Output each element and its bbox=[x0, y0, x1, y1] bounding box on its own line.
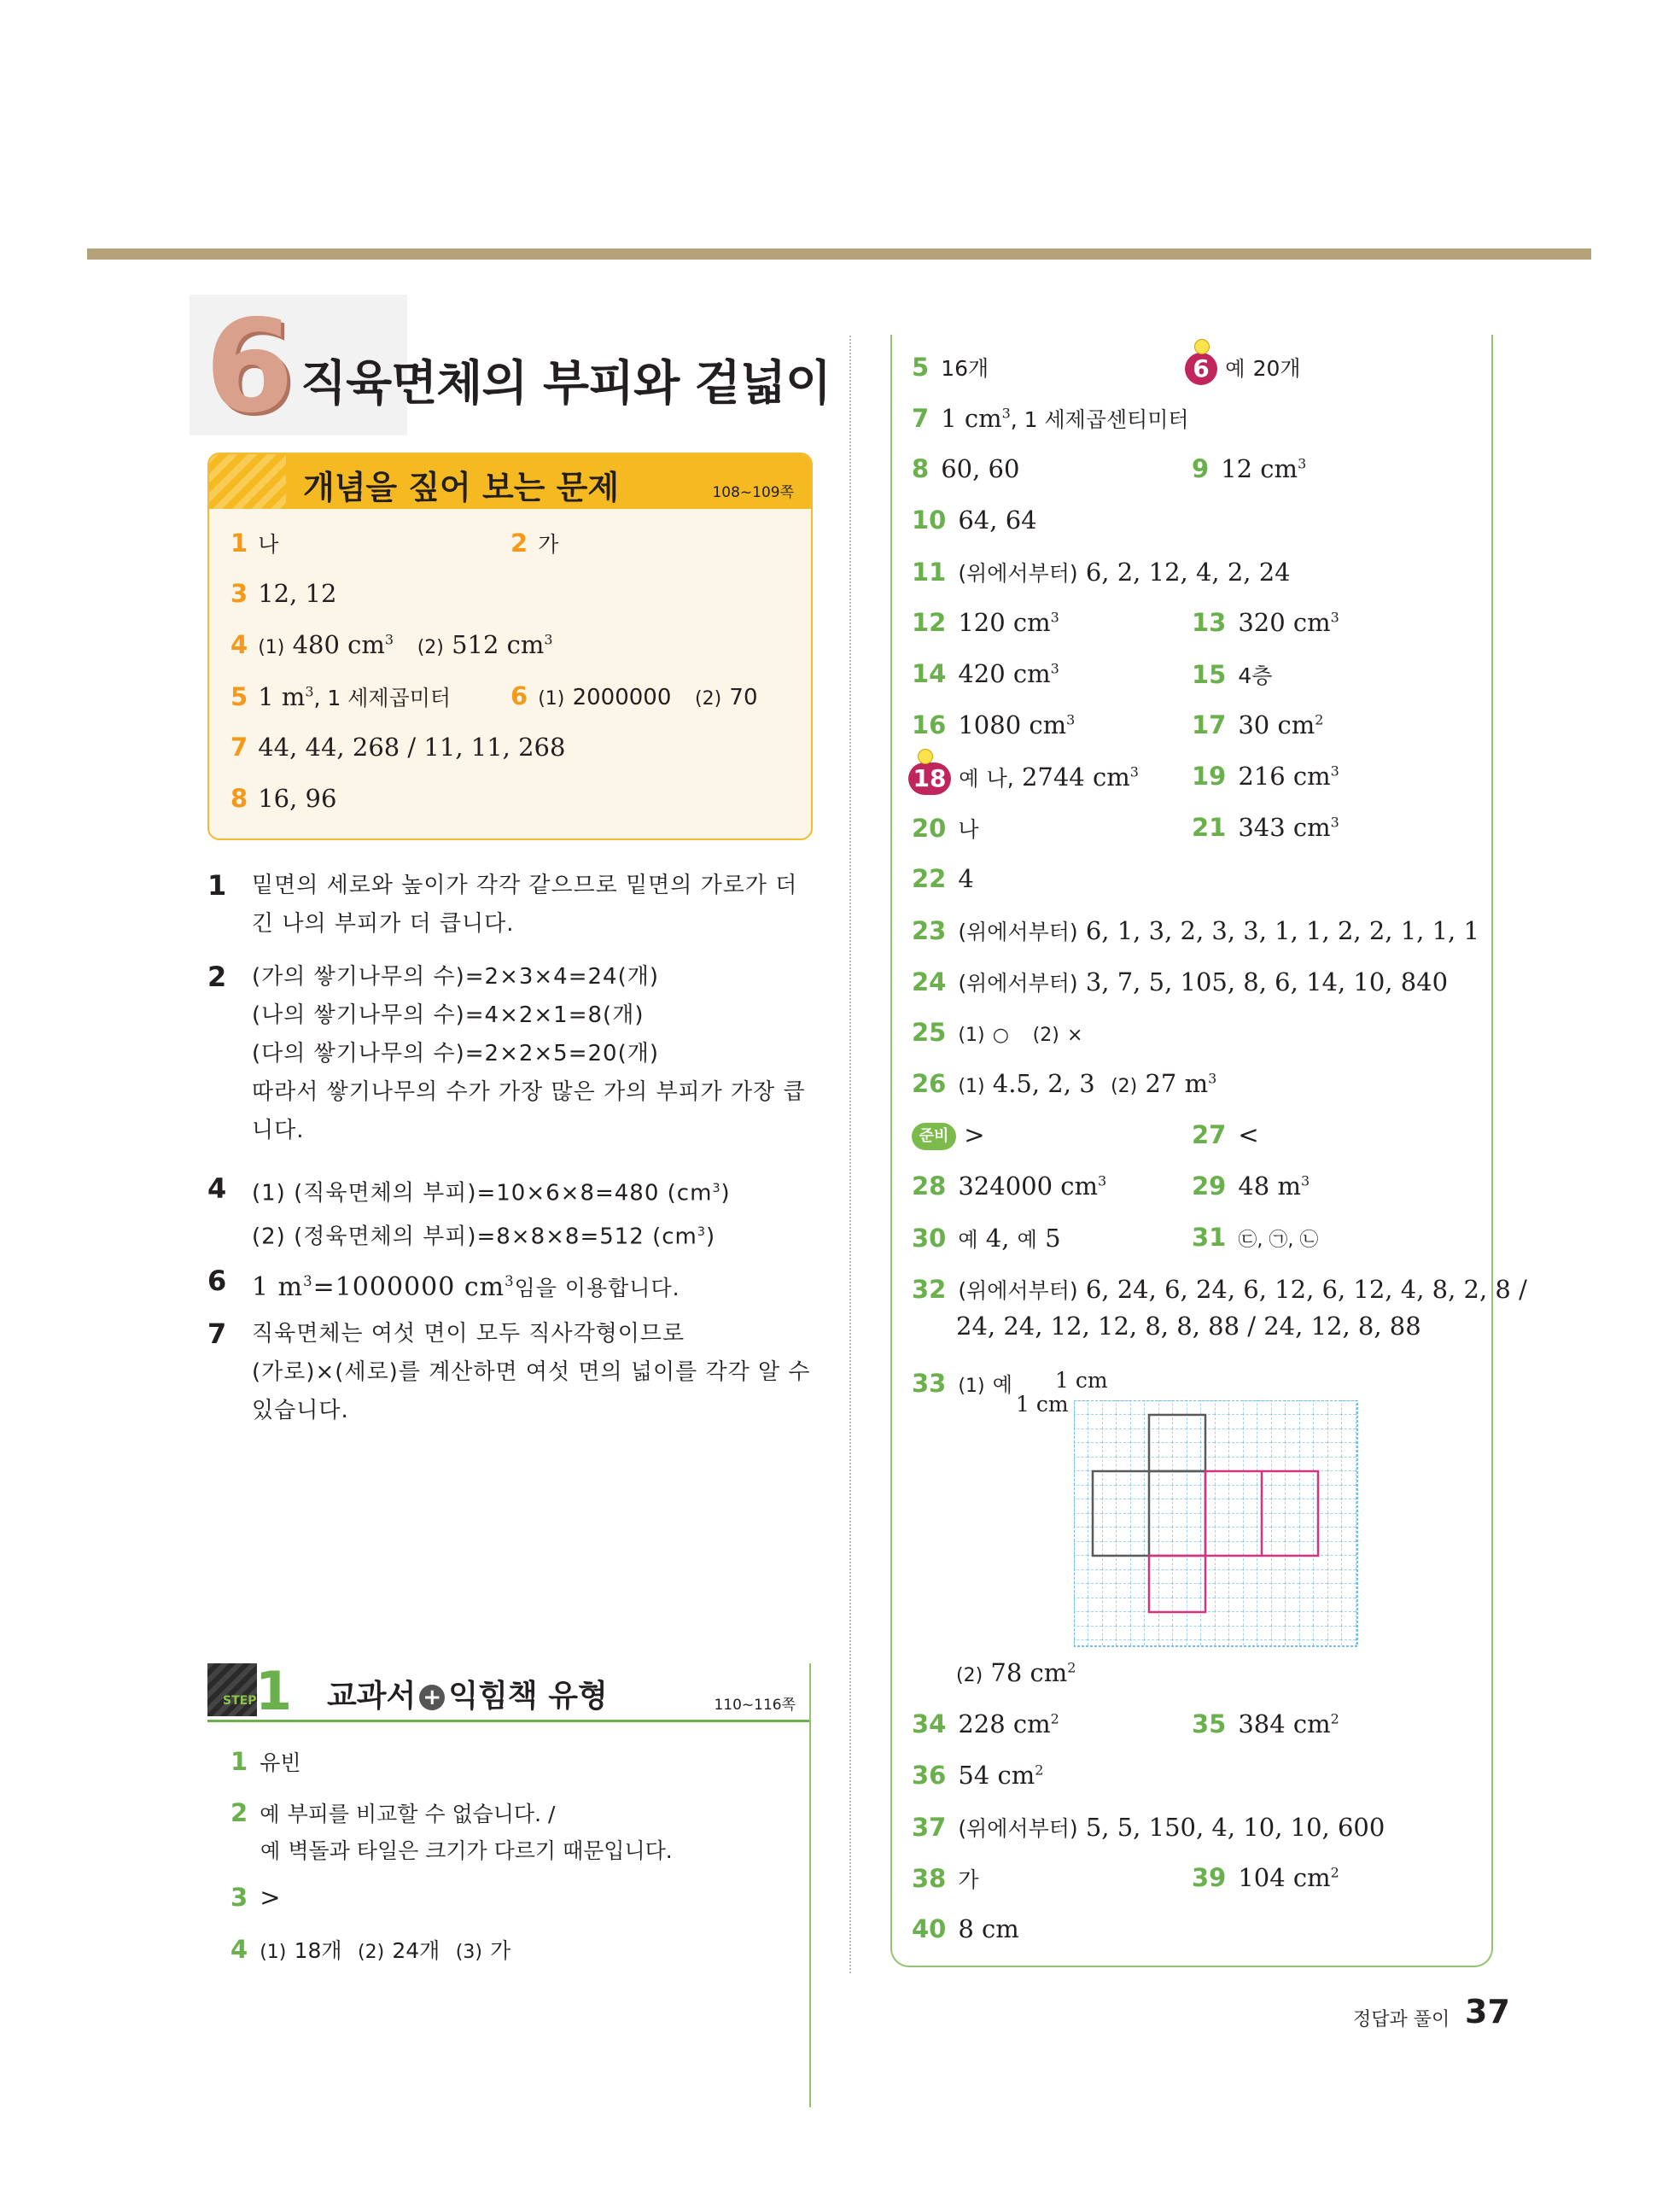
page-number: 37 bbox=[1465, 1993, 1510, 2030]
answer-36: 36 54 $cm^2$ bbox=[912, 1761, 1044, 1790]
explanation-7: 7 직육면체는 여섯 면이 모두 직사각형이므로 (가로)×(세로)를 계산하면 여섯 면의 넓이를 각각 알 수 있습니다. bbox=[207, 1318, 811, 1423]
concept-answer-7: 7 44, 44, 268 / 11, 11, 268 bbox=[230, 733, 566, 762]
explanation-2: 2 (가의 쌓기나무의 수)=2×3×4=24(개) (나의 쌓기나무의 수)=4×2×1=8(개) (다의 쌓기나무의 수)=2×2×5=20(개) 따라서 쌓기나무의 수가 가장 많은 가의 부피가 가장 큽 니다. bbox=[207, 961, 806, 1143]
answer-28: 28 324000 $cm^3$ bbox=[912, 1171, 1107, 1201]
answer-38: 38 가 bbox=[912, 1864, 979, 1893]
answer-35: 35 384 $cm^2$ bbox=[1192, 1709, 1339, 1738]
answer-17: 17 30 $cm^2$ bbox=[1192, 710, 1324, 739]
answer-19: 19 216 $cm^3$ bbox=[1192, 762, 1339, 791]
grid-unit-horizontal: 1 cm bbox=[1055, 1368, 1108, 1393]
answer-22: 22 4 bbox=[912, 864, 974, 893]
step-header bbox=[207, 1660, 809, 1722]
concept-answer-1: 1 나 bbox=[230, 529, 279, 558]
answer-12: 12 120 $cm^3$ bbox=[912, 608, 1059, 637]
concept-answer-4: 4 (1) 480 $cm^3$ (2) 512 $cm^3$ bbox=[230, 630, 553, 659]
answer-21: 21 343 $cm^3$ bbox=[1192, 813, 1339, 842]
answer-39: 39 104 $cm^2$ bbox=[1192, 1863, 1339, 1892]
step-answer-3: 3 > bbox=[230, 1883, 281, 1912]
answer-20: 20 나 bbox=[912, 814, 979, 843]
answer-34: 34 228 $cm^2$ bbox=[912, 1709, 1059, 1738]
answer-30: 30 예 4, 예 5 bbox=[912, 1224, 1061, 1253]
step-pages: 110~116쪽 bbox=[714, 1697, 796, 1714]
answer-40: 40 8 cm bbox=[912, 1914, 1019, 1943]
answer-26: 26 (1) 4.5, 2, 3 (2) 27 $m^3$ bbox=[912, 1069, 1217, 1098]
star-badge: 18 bbox=[908, 762, 951, 795]
answer-5: 5 16개 bbox=[912, 353, 989, 382]
answer-7: 7 1 $cm^3$, 1 세제곱센티미터 bbox=[912, 404, 1189, 433]
junbi-badge: 준비 bbox=[912, 1123, 956, 1150]
step-title: 교과서 + 익힘책 유형 bbox=[327, 1679, 608, 1714]
answer-37: 37 (위에서부터) 5, 5, 150, 4, 10, 10, 600 bbox=[912, 1813, 1385, 1842]
grid-unit-vertical: 1 cm bbox=[1016, 1392, 1069, 1417]
header-stripes bbox=[209, 454, 286, 509]
concept-answer-5: 5 1 $m^3$, 1 세제곱미터 bbox=[230, 682, 451, 711]
concept-answer-8: 8 16, 96 bbox=[230, 784, 337, 813]
plus-icon: + bbox=[419, 1685, 445, 1710]
answer-24: 24 (위에서부터) 3, 7, 5, 105, 8, 6, 14, 10, 840 bbox=[912, 967, 1449, 996]
answer-33-part2: (2) 78 $cm^2$ bbox=[956, 1658, 1076, 1687]
answer-16: 16 1080 $cm^3$ bbox=[912, 710, 1076, 739]
star-badge: 6 bbox=[1185, 353, 1217, 385]
answer-6: 6 예 20개 bbox=[1185, 352, 1301, 385]
top-rule bbox=[87, 248, 1591, 260]
answer-8: 8 60, 60 bbox=[912, 454, 1020, 483]
answer-25: 25 (1) ○ (2) × bbox=[912, 1018, 1083, 1047]
answer-9: 9 12 $cm^3$ bbox=[1192, 454, 1307, 483]
step-section bbox=[207, 1660, 811, 2107]
step-stripes bbox=[207, 1663, 257, 1716]
answer-32: 32 (위에서부터) 6, 24, 6, 24, 6, 12, 6, 12, 4, 8, 2, 8 / bbox=[912, 1275, 1527, 1304]
concept-title: 개념을 짚어 보는 문제 bbox=[303, 469, 620, 506]
step-word: STEP bbox=[223, 1694, 257, 1708]
concept-header bbox=[209, 454, 811, 509]
answer-27: 27 < bbox=[1192, 1120, 1259, 1149]
answer-29: 29 48 $m^3$ bbox=[1192, 1171, 1310, 1201]
answer-14: 14 420 $cm^3$ bbox=[912, 659, 1059, 688]
step-answer-1: 1 유빈 bbox=[230, 1747, 301, 1776]
column-divider bbox=[849, 336, 851, 1973]
answer-23: 23 (위에서부터) 6, 1, 3, 2, 3, 3, 1, 1, 2, 2, 1, 1, 1 bbox=[912, 916, 1479, 945]
concept-pages: 108~109쪽 bbox=[712, 484, 794, 501]
grid-paper bbox=[1074, 1400, 1357, 1646]
answer-18: 18 예 나, 2744 $cm^3$ bbox=[908, 762, 1139, 795]
concept-answer-2: 2 가 bbox=[510, 529, 559, 558]
answer-junbi: 준비 > bbox=[912, 1120, 985, 1150]
answer-31: 31 ㉢, ㉠, ㉡ bbox=[1192, 1223, 1319, 1252]
answer-10: 10 64, 64 bbox=[912, 505, 1037, 535]
footer-label: 정답과 풀이 bbox=[1353, 2009, 1450, 2030]
chapter-title: 직육면체의 부피와 겉넓이 bbox=[300, 356, 831, 412]
answer-11: 11 (위에서부터) 6, 2, 12, 4, 2, 24 bbox=[912, 558, 1291, 587]
chapter-number: 6 bbox=[205, 293, 295, 441]
step-answer-2-line2: 예 벽돌과 타일은 크기가 다르기 때문입니다. bbox=[260, 1838, 673, 1863]
concept-answer-6: 6 (1) 2000000 (2) 70 bbox=[510, 681, 758, 710]
answer-33: 33 (1) 예 bbox=[912, 1369, 1012, 1398]
step-number: 1 bbox=[255, 1660, 293, 1722]
explanation-1: 1 밑면의 세로와 높이가 각각 같으므로 밑면의 가로가 더 긴 나의 부피가 더 큽니다. bbox=[207, 869, 798, 937]
answer-32-line2: 24, 24, 12, 12, 8, 8, 88 / 24, 12, 8, 88 bbox=[956, 1312, 1421, 1341]
concept-answer-3: 3 12, 12 bbox=[230, 579, 337, 608]
step-answer-2: 2 예 부피를 비교할 수 없습니다. / bbox=[230, 1798, 556, 1827]
explanation-4: 4 (1) (직육면체의 부피)=10×6×8=480 $(cm^3)$ (2) (정육면체의 부피)=8×8×8=512 $(cm^3)$ bbox=[207, 1172, 731, 1250]
explanation-6: 6 1 $m^3=1000000$ $cm^3$임을 이용합니다. bbox=[207, 1265, 680, 1302]
answer-13: 13 320 $cm^3$ bbox=[1192, 608, 1339, 637]
step-answer-4: 4 (1) 18개 (2) 24개 (3) 가 bbox=[230, 1935, 511, 1964]
answer-15: 15 4층 bbox=[1192, 660, 1273, 689]
cuboid-net-diagram bbox=[1074, 1400, 1359, 1648]
